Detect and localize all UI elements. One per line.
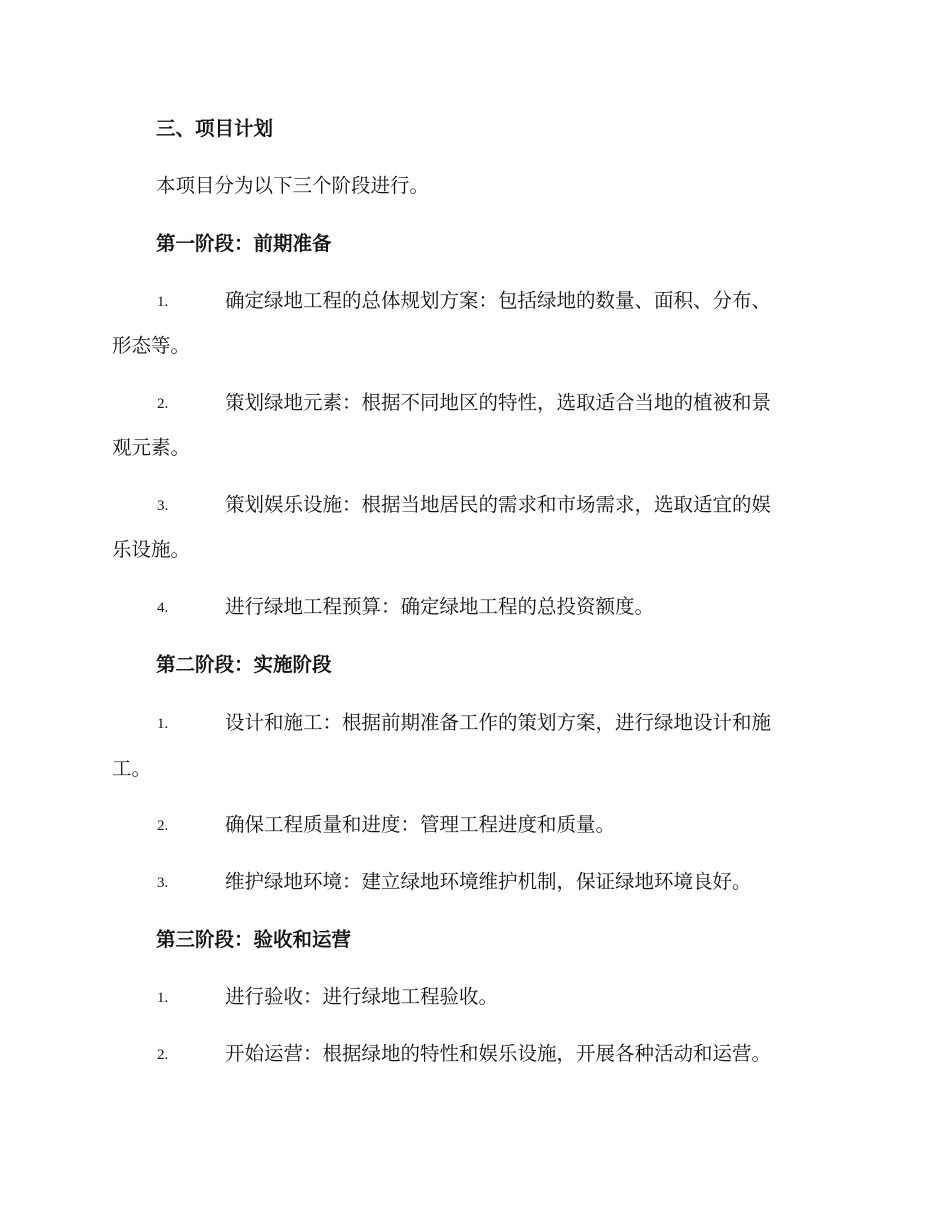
list-number: 3. xyxy=(157,875,169,891)
list-item-text: 策划绿地元素：根据不同地区的特性，选取适合当地的植被和景 xyxy=(225,391,772,414)
list-number: 2. xyxy=(157,818,169,834)
list-item-text: 开始运营：根据绿地的特性和娱乐设施，开展各种活动和运营。 xyxy=(225,1042,772,1065)
list-item-text: 进行验收：进行绿地工程验收。 xyxy=(225,985,499,1008)
list-item-text: 设计和施工：根据前期准备工作的策划方案，进行绿地设计和施 xyxy=(225,711,772,734)
list-number: 4. xyxy=(157,600,169,616)
list-number: 1. xyxy=(157,716,169,732)
list-item-text: 维护绿地环境：建立绿地环境维护机制，保证绿地环境良好。 xyxy=(225,870,752,893)
list-item-text: 确定绿地工程的总体规划方案：包括绿地的数量、面积、分布、 xyxy=(225,289,772,312)
list-number: 1. xyxy=(157,294,169,310)
list-item-text: 策划娱乐设施：根据当地居民的需求和市场需求，选取适宜的娱 xyxy=(225,493,772,516)
section-title: 三、项目计划 xyxy=(156,117,274,140)
list-number: 1. xyxy=(157,990,169,1006)
list-number: 3. xyxy=(157,498,169,514)
phase-1-title: 第一阶段：前期准备 xyxy=(156,232,332,255)
list-item-continuation: 形态等。 xyxy=(112,334,191,357)
phase-3-title: 第三阶段：验收和运营 xyxy=(156,928,352,951)
list-item-text: 进行绿地工程预算：确定绿地工程的总投资额度。 xyxy=(225,595,655,618)
list-item-continuation: 观元素。 xyxy=(112,436,191,459)
intro-paragraph: 本项目分为以下三个阶段进行。 xyxy=(156,174,430,197)
list-number: 2. xyxy=(157,396,169,412)
list-item-continuation: 工。 xyxy=(112,757,152,780)
list-item-text: 确保工程质量和进度：管理工程进度和质量。 xyxy=(225,813,616,836)
phase-2-title: 第二阶段：实施阶段 xyxy=(156,653,332,676)
list-number: 2. xyxy=(157,1047,169,1063)
list-item-continuation: 乐设施。 xyxy=(112,538,191,561)
